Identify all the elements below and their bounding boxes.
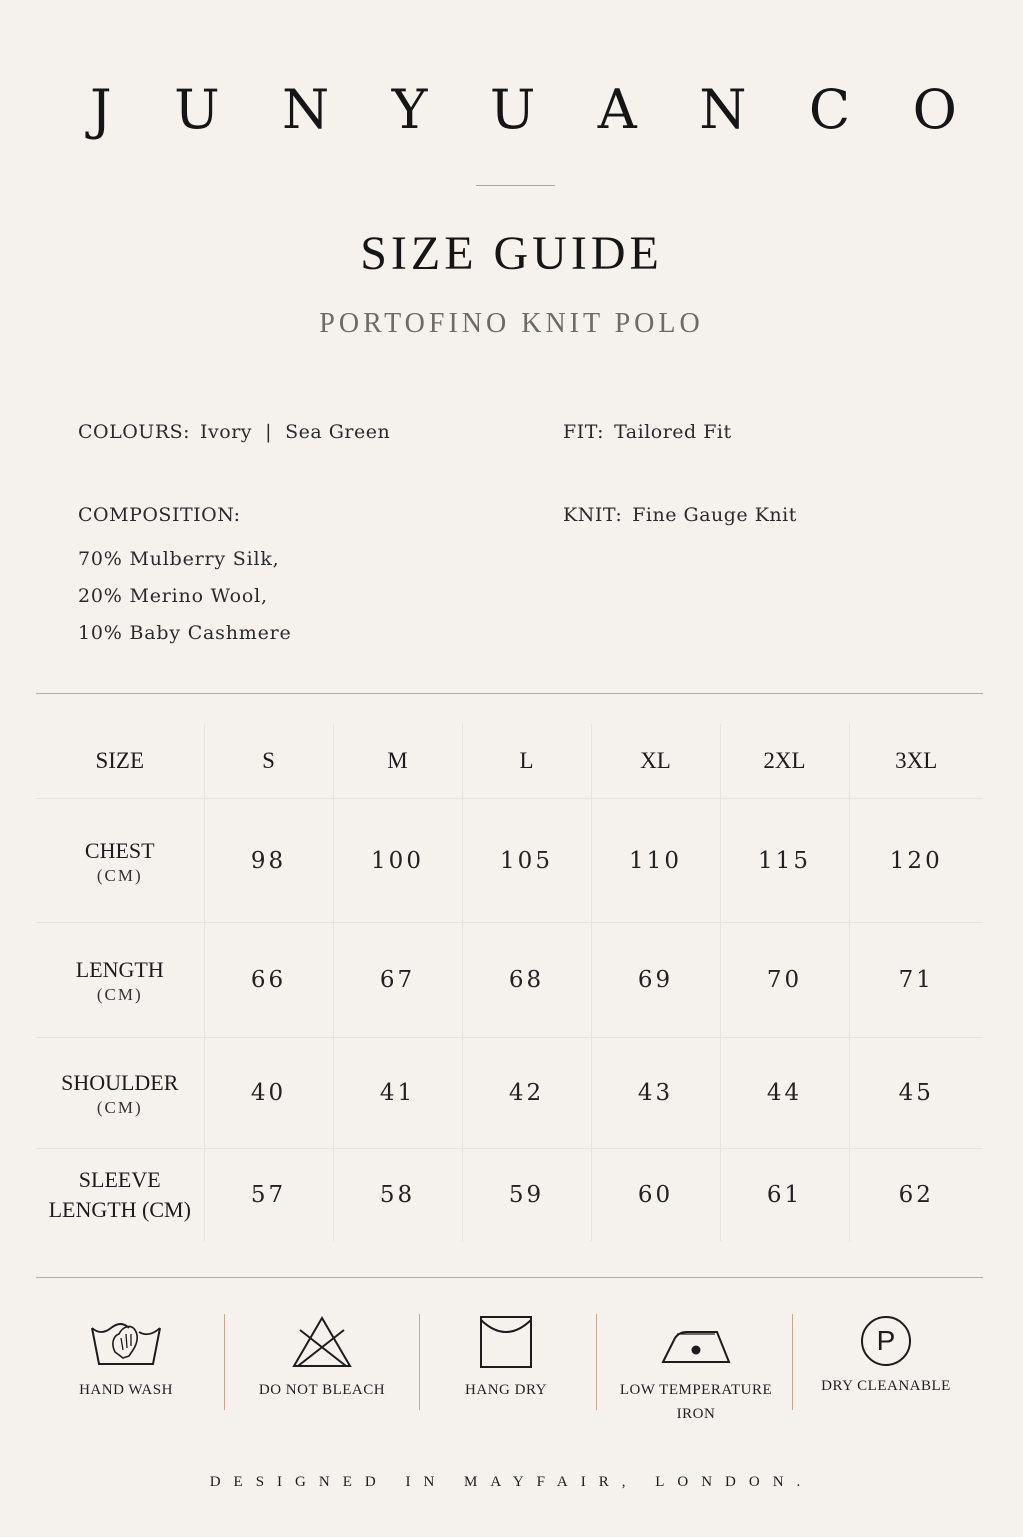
hang-dry-icon xyxy=(478,1314,534,1370)
table-cell: 40 xyxy=(204,1038,333,1149)
brand-wordmark xyxy=(0,78,1023,141)
care-divider xyxy=(224,1314,225,1410)
row-unit: (CM) xyxy=(96,985,143,1004)
section-divider xyxy=(36,1277,983,1278)
brand-letter: N xyxy=(282,78,330,141)
do-not-bleach-icon xyxy=(290,1314,354,1370)
colours-label: COLOURS: xyxy=(78,421,191,443)
care-label-line: IRON xyxy=(676,1406,716,1422)
table-cell: 60 xyxy=(591,1149,720,1241)
column-header: 2XL xyxy=(720,724,849,799)
composition-label: COMPOSITION: xyxy=(78,504,241,526)
brand-divider xyxy=(476,185,555,186)
care-label xyxy=(611,1378,781,1426)
table-row xyxy=(36,1149,983,1241)
row-label-cell xyxy=(36,799,204,923)
table-cell: 98 xyxy=(204,799,333,923)
table-cell: 69 xyxy=(591,923,720,1038)
table-cell: 70 xyxy=(720,923,849,1038)
row-unit: (CM) xyxy=(96,1098,143,1117)
composition-line: 10% Baby Cashmere xyxy=(78,622,292,644)
table-cell: 120 xyxy=(849,799,983,923)
table-cell: 105 xyxy=(462,799,591,923)
section-divider xyxy=(36,693,983,694)
row-label: LENGTH xyxy=(75,957,164,982)
size-table xyxy=(36,724,983,1241)
row-unit: LENGTH (CM) xyxy=(48,1196,191,1222)
column-header: XL xyxy=(591,724,720,799)
table-cell: 45 xyxy=(849,1038,983,1149)
brand-letter: C xyxy=(808,78,851,141)
row-label-cell xyxy=(36,1149,204,1241)
footer-tagline: DESIGNED IN MAYFAIR, LONDON. xyxy=(209,1474,814,1490)
care-divider xyxy=(792,1314,793,1410)
knit-value: Fine Gauge Knit xyxy=(632,504,797,526)
colours-spec xyxy=(78,421,390,443)
care-label-line: LOW TEMPERATURE xyxy=(619,1382,773,1398)
brand-letter: Y xyxy=(391,78,428,141)
care-low-temperature-iron xyxy=(611,1314,781,1426)
fit-label: FIT: xyxy=(563,421,605,443)
table-row xyxy=(36,923,983,1038)
brand-letter: O xyxy=(912,78,957,141)
brand-letter: N xyxy=(699,78,747,141)
row-label: SLEEVE xyxy=(78,1166,161,1192)
product-name: PORTOFINO KNIT POLO xyxy=(319,308,704,339)
table-cell: 57 xyxy=(204,1149,333,1241)
table-cell: 61 xyxy=(720,1149,849,1241)
colours-value: Ivory | Sea Green xyxy=(200,421,391,443)
row-label: SHOULDER xyxy=(61,1070,179,1095)
column-header: M xyxy=(333,724,462,799)
brand-letter: U xyxy=(174,78,220,141)
table-cell: 110 xyxy=(591,799,720,923)
table-cell: 41 xyxy=(333,1038,462,1149)
brand-letter: J xyxy=(90,78,112,141)
table-cell: 42 xyxy=(462,1038,591,1149)
table-cell: 68 xyxy=(462,923,591,1038)
composition-line: 20% Merino Wool, xyxy=(78,585,268,607)
table-cell: 100 xyxy=(333,799,462,923)
care-dry-cleanable xyxy=(811,1314,961,1398)
row-label-cell xyxy=(36,1038,204,1149)
brand-letter: U xyxy=(489,78,536,141)
dry-clean-icon xyxy=(861,1316,911,1366)
table-cell: 67 xyxy=(333,923,462,1038)
knit-label: KNIT: xyxy=(563,504,623,526)
dry-clean-symbol: P xyxy=(876,1325,896,1356)
knit-spec xyxy=(563,504,797,526)
table-cell: 62 xyxy=(898,1181,934,1208)
table-cell: 115 xyxy=(720,799,849,923)
table-row xyxy=(36,799,983,923)
page-title: SIZE GUIDE xyxy=(360,227,663,280)
care-label: HANG DRY xyxy=(465,1382,547,1398)
hand-wash-icon xyxy=(89,1314,163,1370)
table-cell: 71 xyxy=(849,923,983,1038)
care-instructions xyxy=(36,1314,983,1434)
row-unit: (CM) xyxy=(96,865,143,885)
brand-letter: A xyxy=(597,78,637,141)
fit-value: Tailored Fit xyxy=(614,421,732,443)
care-label: HAND WASH xyxy=(79,1382,173,1398)
low-temperature-iron-icon xyxy=(659,1314,733,1370)
care-divider xyxy=(596,1314,597,1410)
row-label: CHEST xyxy=(84,837,155,863)
care-hang-dry xyxy=(446,1314,566,1402)
fit-spec xyxy=(563,421,732,443)
care-label: DRY CLEANABLE xyxy=(821,1378,951,1394)
table-header-row xyxy=(36,724,983,799)
care-label: DO NOT BLEACH xyxy=(258,1382,386,1398)
column-header: L xyxy=(462,724,591,799)
composition-list xyxy=(78,541,292,652)
care-do-not-bleach xyxy=(252,1314,392,1402)
table-cell: 58 xyxy=(333,1149,462,1241)
table-cell: 66 xyxy=(204,923,333,1038)
table-cell: 59 xyxy=(462,1149,591,1241)
composition-line: 70% Mulberry Silk, xyxy=(78,548,280,570)
table-cell: 43 xyxy=(591,1038,720,1149)
row-label-cell xyxy=(36,923,204,1038)
table-cell: 44 xyxy=(720,1038,849,1149)
column-header: 3XL xyxy=(849,724,983,799)
care-hand-wash xyxy=(66,1314,186,1402)
column-header: S xyxy=(204,724,333,799)
table-row xyxy=(36,1038,983,1149)
care-divider xyxy=(419,1314,420,1410)
column-header: SIZE xyxy=(36,724,204,799)
